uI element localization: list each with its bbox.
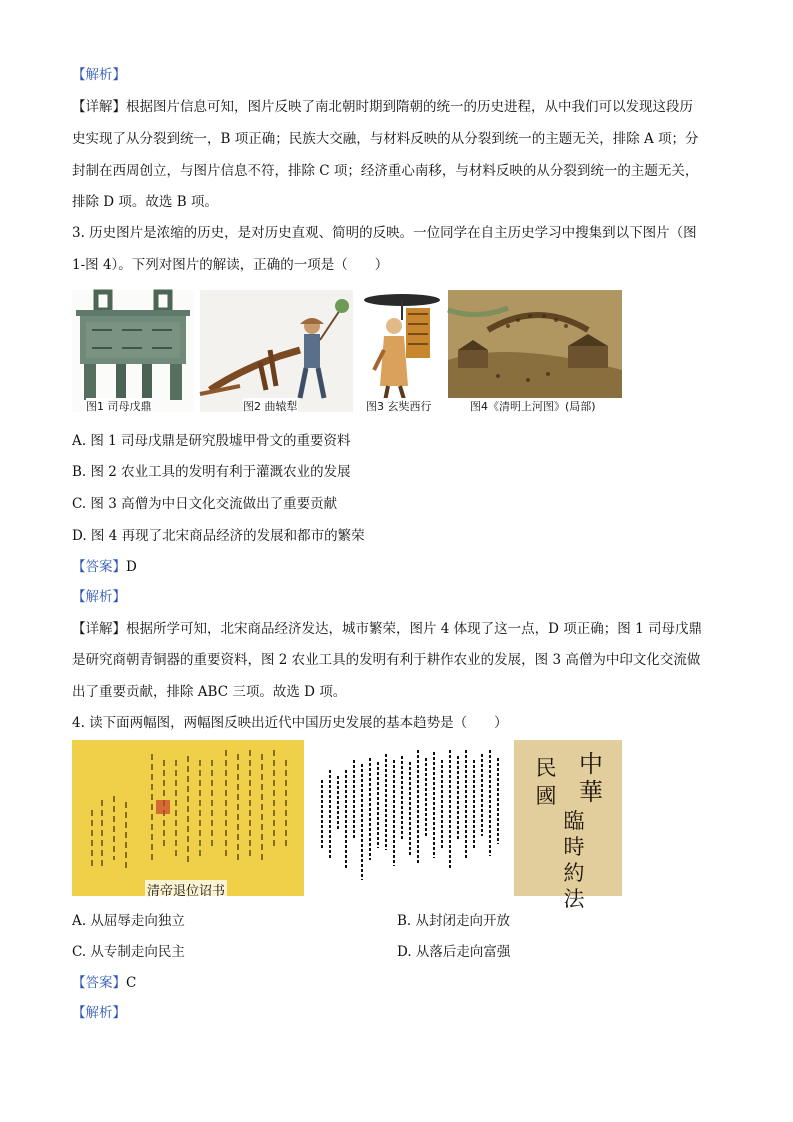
detail-line: 是研究商朝青铜器的重要资料，图 2 农业工具的发明有利于耕作农业的发展，图 3 高僧为中印文化交流做 [72, 652, 701, 668]
option-c: C. 图 3 高僧为中日文化交流做出了重要贡献 [72, 496, 338, 512]
analysis-tag: 【解析】 [72, 67, 126, 83]
cover-char: 民 [535, 756, 557, 780]
answer-value: D [126, 559, 137, 575]
analysis-tag: 【解析】 [72, 1005, 126, 1021]
printed-text-image [312, 740, 512, 896]
figure-3-xuanzang [360, 290, 442, 412]
option-d: D. 图 4 再现了北宋商品经济的发展和都市的繁荣 [72, 528, 365, 544]
cover-char: 華 [579, 778, 603, 806]
figure-printed-proclamation [312, 740, 512, 896]
question-3-stem: 1-图 4）。下列对图片的解读，正确的一项是（ ） [72, 257, 389, 273]
answer-line [72, 974, 136, 992]
answer-tag: 【答案】 [72, 559, 126, 575]
option-a: A. 图 1 司母戊鼎是研究殷墟甲骨文的重要资料 [72, 433, 351, 449]
figure-1-caption: 图1 司母戊鼎 [86, 400, 152, 413]
figure-4-qingming [448, 290, 622, 398]
figure-2-plough [200, 290, 353, 412]
figure-2-caption: 图2 曲辕犁 [243, 400, 298, 413]
answer-tag: 【答案】 [72, 975, 126, 991]
plough-farmer-image [200, 290, 353, 412]
option-a: A. 从屈辱走向独立 [72, 913, 185, 929]
cover-char: 時 [563, 835, 585, 859]
detail-line: 【详解】根据所学可知，北宋商品经济发达，城市繁荣，图片 4 体现了这一点，D 项正确；图 1 司母戊鼎 [72, 621, 702, 637]
cover-char: 中 [579, 750, 603, 778]
detail-line: 排除 D 项。故选 B 项。 [72, 194, 218, 210]
option-b: B. 图 2 农业工具的发明有利于灌溉农业的发展 [72, 464, 351, 480]
detail-line: 【详解】根据图片信息可知，图片反映了南北朝时期到隋朝的统一的历史进程，从中我们可以发现这段历 [72, 99, 693, 115]
figure-3-caption: 图3 玄奘西行 [366, 400, 432, 413]
option-c: C. 从专制走向民主 [72, 944, 185, 960]
cover-char: 法 [563, 887, 585, 911]
cover-char: 約 [563, 861, 585, 885]
option-b: B. 从封闭走向开放 [397, 913, 511, 929]
detail-line: 史实现了从分裂到统一，B 项正确；民族大交融，与材料反映的从分裂到统一的主题无关，排除 A 项；分 [72, 131, 699, 147]
figure-abdication-edict [72, 740, 304, 896]
question-3-stem: 3. 历史图片是浓缩的历史，是对历史直观、简明的反映。一位同学在自主历史学习中搜集到以下图片（图 [72, 225, 697, 241]
figure-provisional-constitution [514, 740, 622, 911]
ding-vessel-image [72, 290, 194, 412]
figure-abdication-caption: 清帝退位诏书 [145, 880, 227, 899]
figure-4-caption: 图4《清明上河图》(局部) [470, 400, 596, 413]
question-4-stem: 4. 读下面两幅图，两幅图反映出近代中国历史发展的基本趋势是（ ） [72, 715, 508, 731]
answer-line [72, 558, 137, 576]
analysis-tag: 【解析】 [72, 589, 126, 605]
option-d: D. 从落后走向富强 [397, 944, 511, 960]
painting-detail-image [448, 290, 622, 398]
detail-line: 出了重要贡献，排除 ABC 三项。故选 D 项。 [72, 684, 347, 700]
cover-char: 國 [535, 784, 557, 808]
figure-1-ding [72, 290, 194, 412]
detail-line: 封制在西周创立，与图片信息不符，排除 C 项；经济重心南移，与材料反映的从分裂到统一的主题无关， [72, 163, 699, 179]
edict-document-image [72, 740, 304, 896]
monk-traveler-image [360, 290, 442, 412]
answer-value: C [126, 975, 137, 991]
cover-char: 臨 [563, 809, 585, 833]
